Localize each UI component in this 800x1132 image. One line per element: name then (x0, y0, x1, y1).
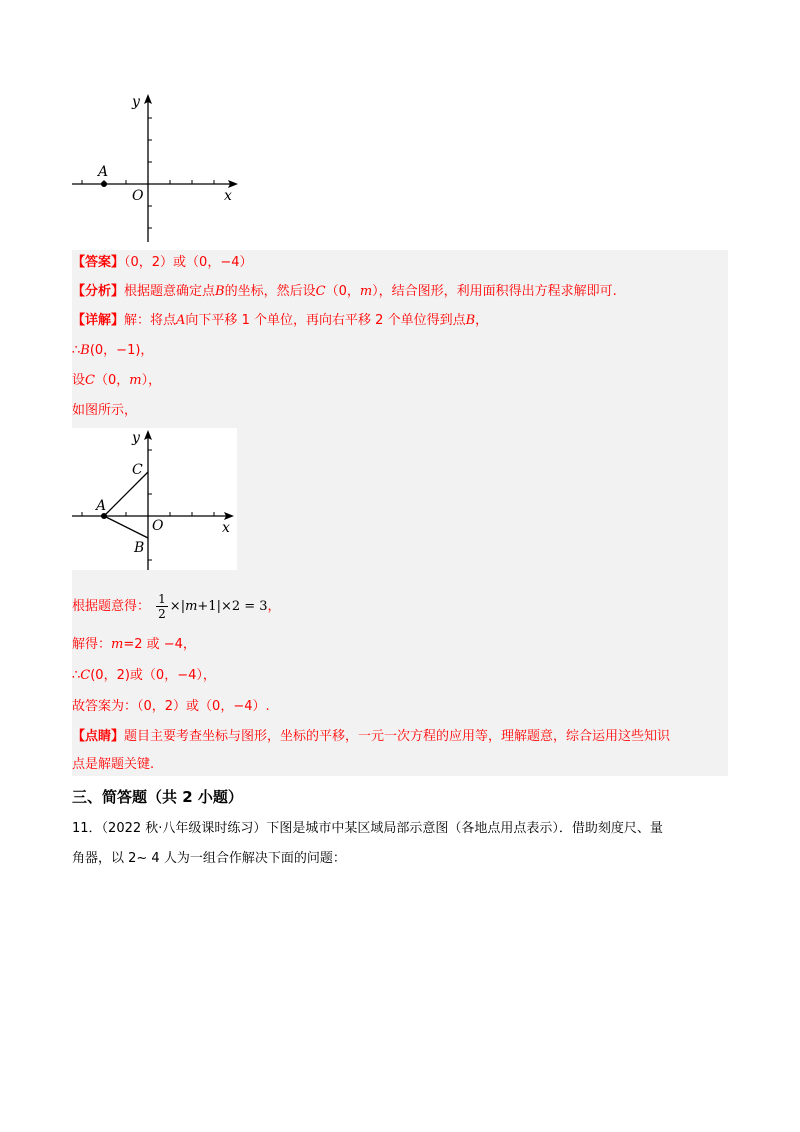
therefore-symbol: ∴ (72, 668, 81, 683)
c-coordinate: （0， (94, 373, 130, 388)
comment-text: 题目主要考查坐标与图形，坐标的平移，一元一次方程的应用等，理解题意，综合运用这些知识 (124, 729, 671, 744)
answer-text: （0，2）或（0，−4） (124, 255, 253, 270)
analysis-text: （0， (325, 284, 360, 299)
analysis-tag: 【分析】 (72, 284, 125, 299)
comment-line-2: 点是解题关键. (72, 757, 155, 772)
detail-text: 个单位，再向右平移 (254, 313, 372, 328)
solve-line (72, 636, 196, 654)
label-x: x (224, 188, 232, 204)
comment-line-1 (72, 728, 670, 746)
equation-intro: 根据题意得： (72, 599, 151, 614)
set-text: 设 (72, 373, 86, 388)
b-coordinate-line (72, 342, 153, 360)
label-o: O (132, 188, 144, 204)
label-c: C (132, 462, 143, 478)
var-b: B (465, 313, 476, 328)
var-m: m (185, 599, 198, 614)
analysis-text: ），结合图形，利用面积得出方程求解即可. (372, 284, 617, 299)
analysis-text: 根据题意确定点 (124, 284, 216, 299)
fraction-one-half (156, 592, 168, 621)
therefore-symbol: ∴ (72, 343, 81, 358)
var-m: m (129, 373, 142, 388)
equation-punct: ， (267, 599, 281, 614)
b-coordinate: (0，−1)， (89, 343, 154, 358)
detail-line (72, 312, 488, 330)
detail-text: 向下平移 (185, 313, 238, 328)
detail-text: 个单位得到点 (387, 313, 466, 328)
analysis-text: 的坐标，然后设 (224, 284, 316, 299)
solve-result: =2 或 −4， (123, 637, 196, 652)
detail-text: 解：将点 (124, 313, 177, 328)
analysis-line (72, 283, 617, 301)
var-m: m (111, 637, 124, 652)
segment-ab (104, 516, 148, 538)
result-line (72, 667, 216, 685)
answer-tag: 【答案】 (72, 255, 125, 270)
label-o: O (152, 518, 164, 534)
figure-1-coordinate-plane (72, 92, 242, 242)
section-title: 三、简答题（共 2 小题） (72, 788, 243, 806)
var-a: A (176, 313, 186, 328)
var-c: C (85, 373, 95, 388)
detail-number: 2 (375, 313, 384, 328)
var-c: C (80, 668, 91, 683)
var-m: m (359, 284, 373, 299)
final-answer-line: 故答案为：（0，2）或（0，−4）. (72, 699, 270, 714)
figure-note-line: 如图所示， (72, 403, 138, 418)
segment-ac (104, 472, 148, 516)
fraction-numerator: 1 (158, 592, 166, 606)
var-b: B (80, 343, 90, 358)
label-b: B (134, 540, 145, 556)
label-a: A (96, 498, 107, 514)
label-a: A (98, 164, 109, 180)
label-y: y (132, 94, 140, 110)
equation-line (72, 592, 281, 622)
detail-number: 1 (241, 313, 250, 328)
equation-expression: +1|×2 = 3 (197, 599, 268, 614)
point-a (101, 181, 107, 187)
solve-intro: 解得： (72, 637, 112, 652)
figure-2-triangle (72, 428, 237, 570)
var-c: C (315, 284, 326, 299)
label-y: y (132, 430, 140, 446)
label-x: x (222, 520, 230, 536)
c-coordinate: ）， (141, 373, 162, 388)
c-result: (0，2)或（0，−4）， (90, 668, 216, 683)
question-line-2: 角器，以 2~ 4 人为一组合作解决下面的问题： (72, 851, 346, 866)
detail-tag: 【详解】 (72, 313, 125, 328)
comment-tag: 【点睛】 (72, 729, 125, 744)
set-c-line (72, 372, 161, 390)
answer-line (72, 254, 253, 272)
detail-text: ， (475, 313, 489, 328)
var-b: B (215, 284, 225, 299)
equation-expression: ×| (169, 599, 186, 614)
question-line-1: 11．（2022 秋·八年级课时练习）下图是城市中某区域局部示意图（各地点用点表示）．借助刻度尺、量 (72, 821, 663, 836)
fraction-denominator: 2 (158, 607, 166, 621)
